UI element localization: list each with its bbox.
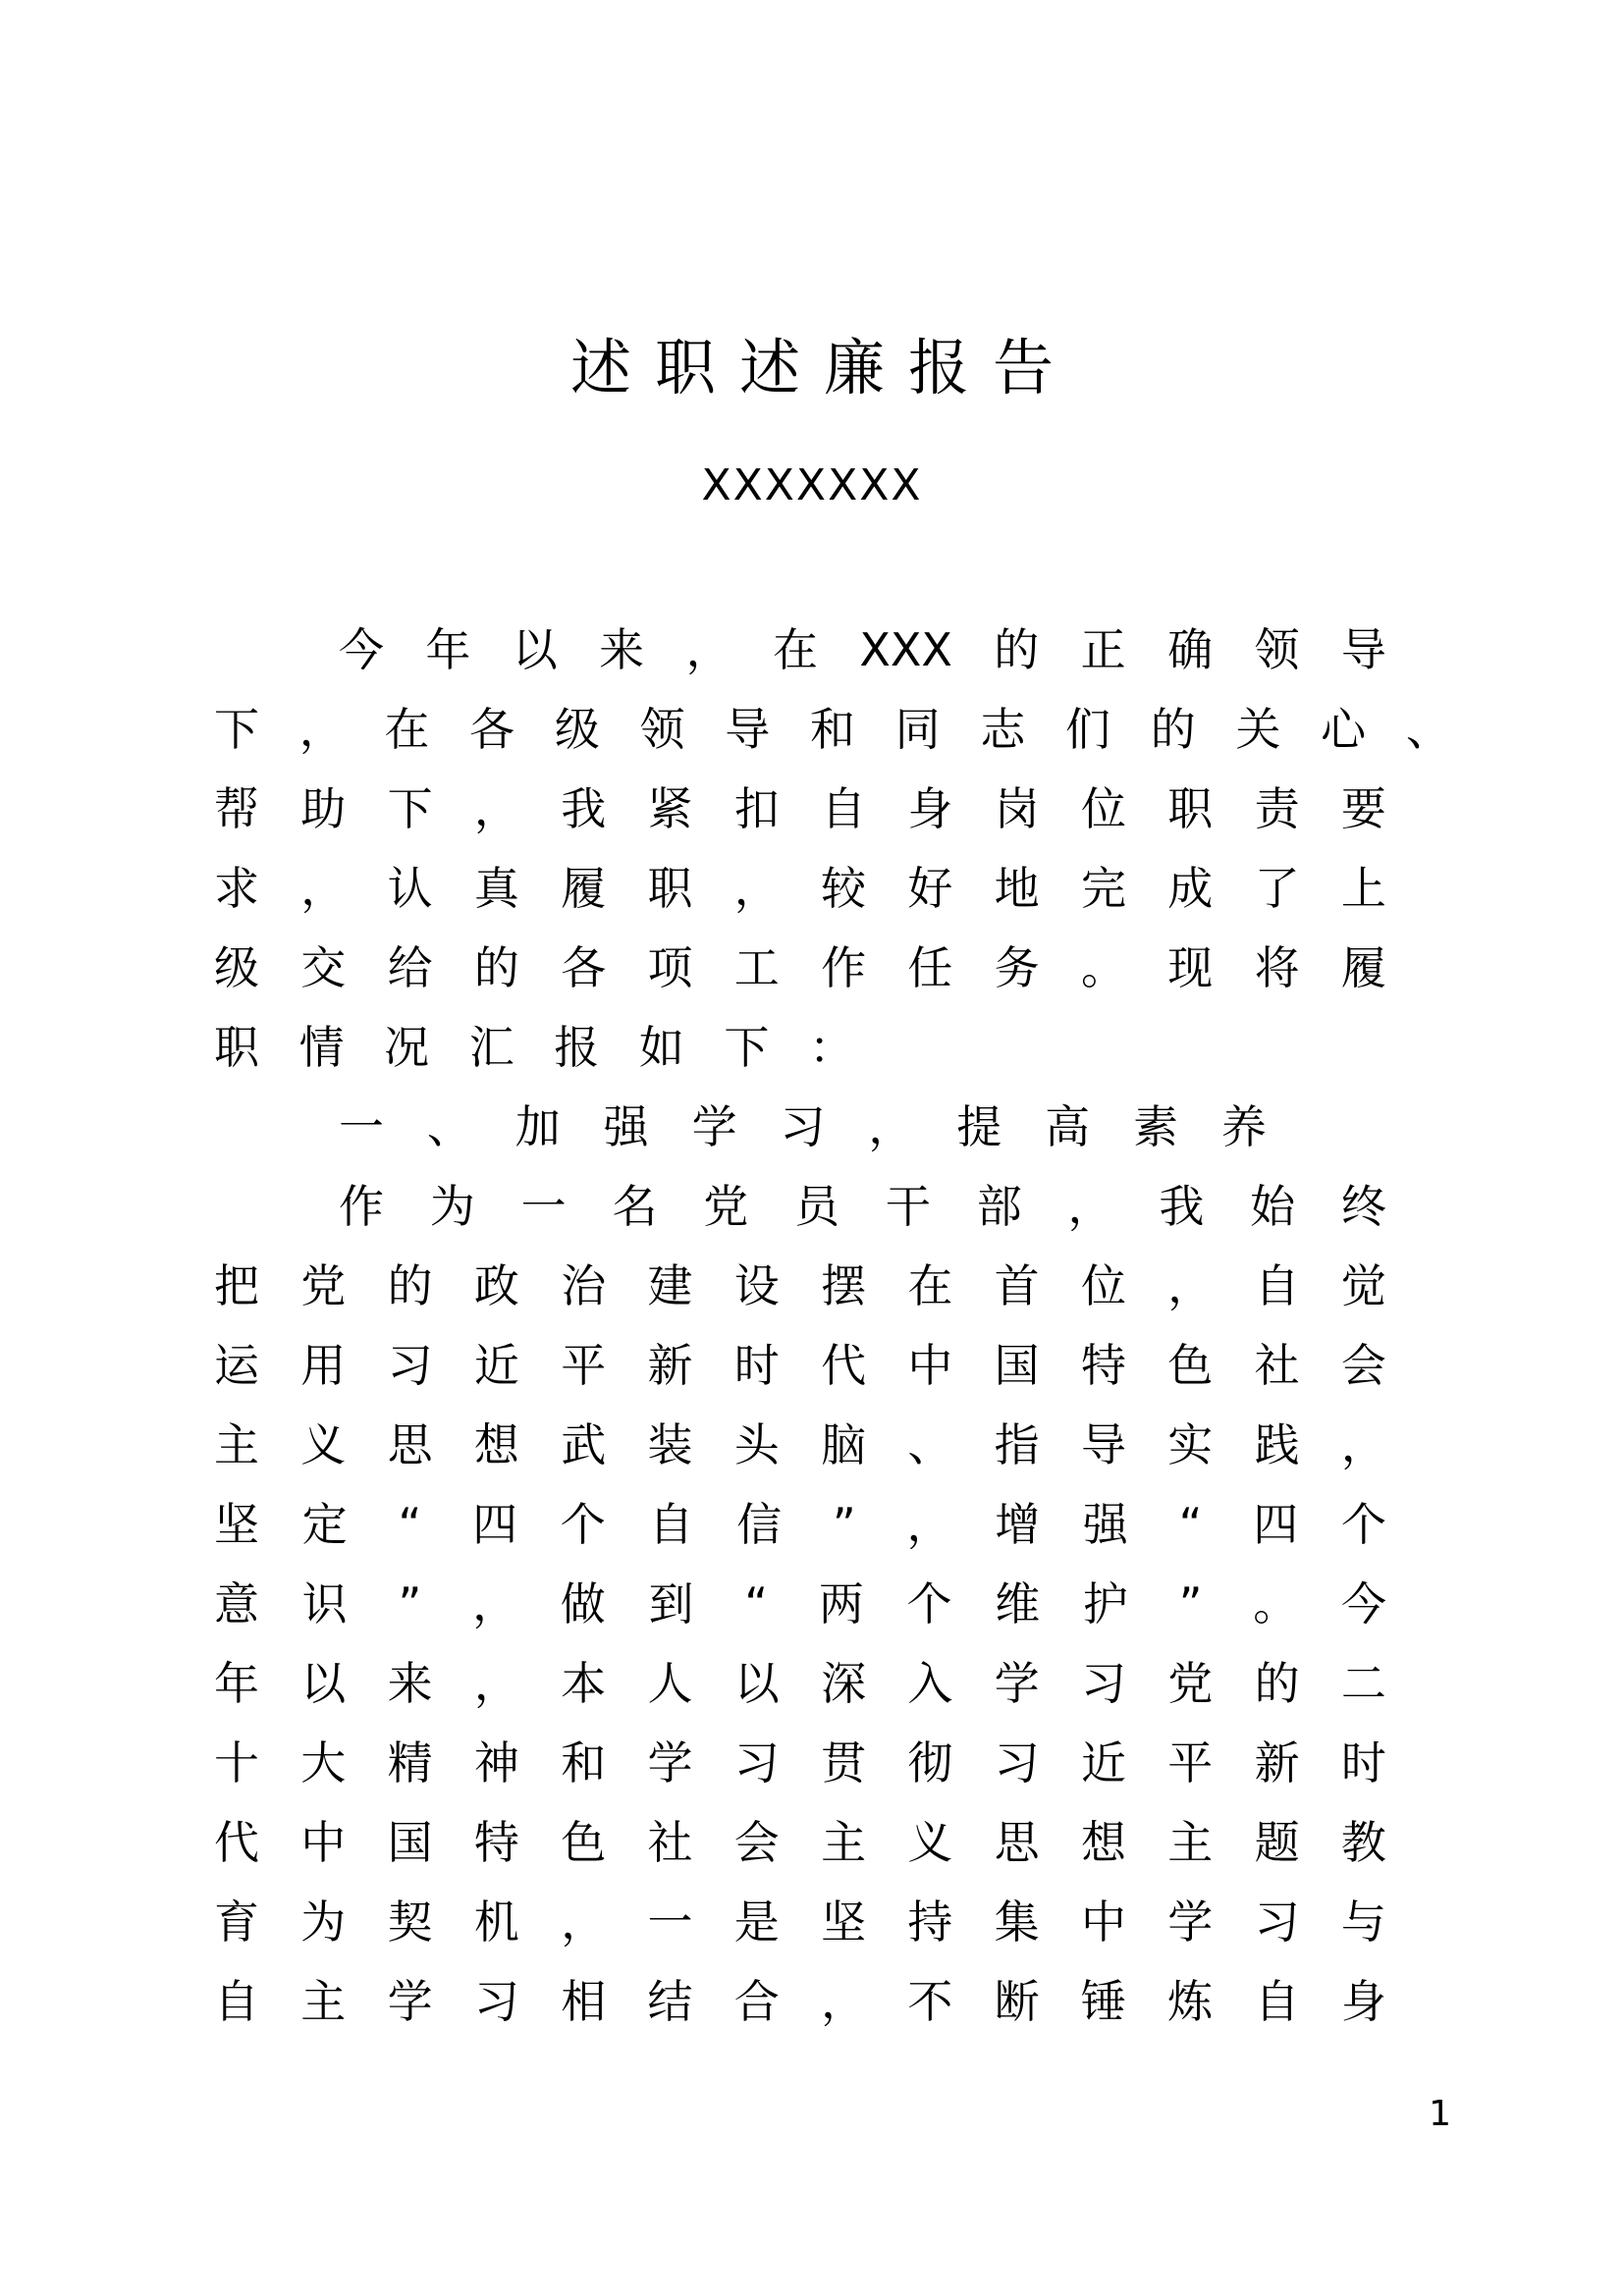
body-character: 任 <box>907 941 953 994</box>
body-character: 将 <box>1254 941 1300 994</box>
body-character: 级 <box>554 703 600 756</box>
body-character: 今 <box>1340 1577 1386 1630</box>
body-character: 上 <box>1340 862 1386 915</box>
body-character: 地 <box>994 862 1040 915</box>
body-character: 与 <box>1340 1896 1386 1949</box>
body-character: 断 <box>994 1975 1040 2028</box>
body-character: 职 <box>214 1021 259 1074</box>
body-character: 精 <box>387 1736 433 1789</box>
body-character: 觉 <box>1340 1259 1386 1312</box>
body-character: 持 <box>907 1896 953 1949</box>
body-line <box>339 1095 1267 1158</box>
body-character: 想 <box>1080 1816 1126 1869</box>
body-character: 领 <box>639 703 685 756</box>
body-character: ” <box>832 1498 856 1551</box>
body-character: 坚 <box>821 1896 867 1949</box>
body-character: 思 <box>387 1418 433 1471</box>
body-character: ， <box>821 1975 867 2028</box>
body-character: 结 <box>647 1975 693 2028</box>
body-character: 装 <box>647 1418 693 1471</box>
body-character: 近 <box>473 1339 519 1392</box>
body-character: 的 <box>994 623 1040 676</box>
body-character: 下 <box>724 1021 770 1074</box>
body-character: 神 <box>473 1736 519 1789</box>
body-character: 交 <box>300 941 347 994</box>
body-character: 作 <box>821 941 867 994</box>
body-character: 定 <box>301 1498 348 1551</box>
body-character: 社 <box>647 1816 693 1869</box>
body-line <box>214 936 1386 999</box>
body-character: 位 <box>1080 782 1126 835</box>
body-character: 炼 <box>1167 1975 1214 2028</box>
body-character: 况 <box>384 1021 430 1074</box>
body-character: 我 <box>1159 1180 1205 1233</box>
body-character: 贯 <box>821 1736 867 1789</box>
body-character: 履 <box>1340 941 1386 994</box>
body-character: 用 <box>300 1339 347 1392</box>
body-character: 摆 <box>821 1259 867 1312</box>
body-character: 色 <box>561 1816 607 1869</box>
body-character: 了 <box>1254 862 1300 915</box>
body-character: 身 <box>1340 1975 1386 2028</box>
body-character: 时 <box>1340 1736 1386 1789</box>
body-character: 级 <box>214 941 259 994</box>
body-character: 大 <box>300 1736 347 1789</box>
body-character: 本 <box>561 1657 607 1710</box>
body-line <box>214 1652 1386 1715</box>
body-character: 报 <box>554 1021 600 1074</box>
body-character: ， <box>733 862 780 915</box>
body-character: 四 <box>1253 1498 1299 1551</box>
body-character: 为 <box>429 1180 475 1233</box>
body-character: 汇 <box>468 1021 514 1074</box>
body-line <box>214 1573 1386 1635</box>
body-character: 锤 <box>1080 1975 1126 2028</box>
body-character: 扣 <box>733 782 780 835</box>
body-character: 。 <box>1080 941 1126 994</box>
body-character: “ <box>1178 1498 1203 1551</box>
body-character: 自 <box>648 1498 694 1551</box>
body-character: 国 <box>994 1339 1040 1392</box>
body-character: 特 <box>1080 1339 1126 1392</box>
body-character: 中 <box>300 1816 347 1869</box>
body-character: 社 <box>1254 1339 1300 1392</box>
body-character: 和 <box>809 703 855 756</box>
body-character: 把 <box>214 1259 259 1312</box>
body-character: 导 <box>725 703 771 756</box>
body-character: 心 <box>1321 703 1367 756</box>
body-character: 指 <box>994 1418 1040 1471</box>
document-author: XXXXXXX <box>701 460 923 510</box>
body-character: 机 <box>473 1896 519 1949</box>
body-character: 运 <box>214 1339 259 1392</box>
body-character: ， <box>1167 1259 1214 1312</box>
body-character: 会 <box>733 1816 780 1869</box>
body-character: “ <box>744 1577 769 1630</box>
body-character: 武 <box>561 1418 607 1471</box>
body-character: 自 <box>1254 1975 1300 2028</box>
body-character: 二 <box>1340 1657 1386 1710</box>
body-character: 特 <box>473 1816 519 1869</box>
body-character: 志 <box>980 703 1026 756</box>
body-character: 始 <box>1250 1180 1296 1233</box>
body-character: 思 <box>994 1816 1040 1869</box>
body-character: 主 <box>1167 1816 1214 1869</box>
body-character: 十 <box>214 1736 259 1789</box>
body-character: 部 <box>976 1180 1022 1233</box>
body-character: ” <box>1178 1577 1203 1630</box>
body-character: 以 <box>300 1657 347 1710</box>
body-line <box>214 1414 1386 1476</box>
body-character: 集 <box>994 1896 1040 1949</box>
body-character: 高 <box>1045 1100 1091 1153</box>
body-character: 意 <box>214 1577 259 1630</box>
body-character: 正 <box>1080 623 1126 676</box>
body-character: 习 <box>733 1736 780 1789</box>
body-line <box>214 1891 1386 1953</box>
body-character: 想 <box>473 1418 519 1471</box>
body-character: 会 <box>1340 1339 1386 1392</box>
body-character: 助 <box>300 782 347 835</box>
body-character: 确 <box>1167 623 1214 676</box>
body-character: 是 <box>733 1896 780 1949</box>
body-character: ， <box>473 782 519 835</box>
body-character: 信 <box>736 1498 783 1551</box>
body-character: ， <box>685 623 731 676</box>
document-title: 述职述廉报告 <box>569 332 1077 403</box>
body-character: 首 <box>994 1259 1040 1312</box>
body-character: 设 <box>733 1259 780 1312</box>
body-character: 习 <box>1080 1657 1126 1710</box>
body-character: 合 <box>733 1975 780 2028</box>
body-character: 项 <box>647 941 693 994</box>
body-line <box>214 1970 1386 2033</box>
body-character: 们 <box>1065 703 1111 756</box>
body-character: 一 <box>647 1896 693 1949</box>
body-character: 在 <box>384 703 430 756</box>
body-character: 以 <box>733 1657 780 1710</box>
body-character: 个 <box>906 1577 952 1630</box>
body-character: 新 <box>1254 1736 1300 1789</box>
body-character: 习 <box>780 1100 826 1153</box>
body-character: 好 <box>907 862 953 915</box>
body-character: 学 <box>647 1736 693 1789</box>
body-character: 维 <box>995 1577 1041 1630</box>
body-character: 增 <box>995 1498 1041 1551</box>
body-character: ， <box>561 1896 607 1949</box>
body-character: 员 <box>794 1180 840 1233</box>
body-character: ” <box>398 1577 422 1630</box>
body-character: ， <box>298 703 345 756</box>
body-character: 来 <box>387 1657 433 1710</box>
body-character: 识 <box>301 1577 348 1630</box>
body-line <box>214 857 1386 920</box>
body-character: 为 <box>300 1896 347 1949</box>
body-character: 个 <box>1340 1498 1386 1551</box>
body-character: 实 <box>1167 1418 1214 1471</box>
body-character: 契 <box>387 1896 433 1949</box>
body-character: XXX <box>859 623 952 676</box>
body-character: 提 <box>956 1100 1002 1153</box>
body-character: 、 <box>426 1100 472 1153</box>
body-character: 名 <box>612 1180 658 1233</box>
body-line <box>214 1493 1386 1556</box>
body-character: 求 <box>214 862 259 915</box>
body-character: 一 <box>339 1100 384 1153</box>
body-character: 义 <box>907 1816 953 1869</box>
body-character: 自 <box>214 1975 259 2028</box>
body-character: 义 <box>300 1418 347 1471</box>
body-character: 护 <box>1082 1577 1128 1630</box>
body-character: 职 <box>647 862 693 915</box>
body-character: 我 <box>561 782 607 835</box>
body-character: 平 <box>1167 1736 1214 1789</box>
body-character: 坚 <box>214 1498 259 1551</box>
body-character: 不 <box>907 1975 953 2028</box>
body-character: 、 <box>907 1418 953 1471</box>
body-character: 的 <box>473 941 519 994</box>
body-character: 习 <box>473 1975 519 2028</box>
body-character: 人 <box>647 1657 693 1710</box>
body-character: 头 <box>733 1418 780 1471</box>
body-character: 习 <box>1254 1896 1300 1949</box>
body-character: 身 <box>907 782 953 835</box>
body-character: ， <box>473 1657 519 1710</box>
body-character: 作 <box>339 1180 384 1233</box>
body-character: 深 <box>821 1657 867 1710</box>
body-character: 主 <box>300 1975 347 2028</box>
body-character: 年 <box>214 1657 259 1710</box>
body-character: 题 <box>1254 1816 1300 1869</box>
body-character: 终 <box>1340 1180 1386 1233</box>
body-character: 强 <box>1082 1498 1128 1551</box>
body-character: 的 <box>387 1259 433 1312</box>
body-character: 职 <box>1167 782 1214 835</box>
body-character: 责 <box>1254 782 1300 835</box>
body-character: 到 <box>648 1577 694 1630</box>
body-character: 干 <box>885 1180 931 1233</box>
body-character: 建 <box>647 1259 693 1312</box>
body-character: 养 <box>1220 1100 1267 1153</box>
body-character: 。 <box>1253 1577 1299 1630</box>
body-character: 完 <box>1080 862 1126 915</box>
body-character: 务 <box>994 941 1040 994</box>
body-character: 紧 <box>647 782 693 835</box>
body-character: 践 <box>1254 1418 1300 1471</box>
body-character: ， <box>906 1498 952 1551</box>
body-character: ， <box>472 1577 518 1630</box>
body-character: 导 <box>1080 1418 1126 1471</box>
body-character: 位 <box>1080 1259 1126 1312</box>
body-character: ： <box>808 1021 854 1074</box>
body-character: 认 <box>387 862 433 915</box>
body-character: 党 <box>1167 1657 1214 1710</box>
body-character: 素 <box>1133 1100 1179 1153</box>
body-character: 自 <box>821 782 867 835</box>
body-character: 今 <box>339 623 384 676</box>
body-character: 年 <box>425 623 471 676</box>
body-line <box>339 1175 1386 1238</box>
body-character: 自 <box>1254 1259 1300 1312</box>
body-character: 党 <box>300 1259 347 1312</box>
body-character: 各 <box>561 941 607 994</box>
body-character: “ <box>398 1498 422 1551</box>
body-character: 平 <box>561 1339 607 1392</box>
body-character: 相 <box>561 1975 607 2028</box>
body-character: 脑 <box>821 1418 867 1471</box>
body-character: 成 <box>1167 862 1214 915</box>
body-character: 中 <box>1080 1896 1126 1949</box>
body-character: 的 <box>1254 1657 1300 1710</box>
body-line <box>214 698 1451 761</box>
body-character: 习 <box>387 1339 433 1392</box>
body-character: 个 <box>560 1498 606 1551</box>
body-character: 同 <box>894 703 941 756</box>
body-line <box>214 1016 854 1079</box>
body-character: 领 <box>1254 623 1300 676</box>
body-character: ， <box>1340 1418 1386 1471</box>
body-line <box>214 1255 1386 1317</box>
body-character: 两 <box>818 1577 864 1630</box>
body-character: 在 <box>907 1259 953 1312</box>
body-character: 习 <box>994 1736 1040 1789</box>
body-character: 代 <box>214 1816 259 1869</box>
body-character: 国 <box>387 1816 433 1869</box>
body-character: 治 <box>561 1259 607 1312</box>
body-character: 学 <box>1167 1896 1214 1949</box>
body-line <box>214 1334 1386 1397</box>
body-character: ， <box>1067 1180 1113 1233</box>
body-character: 在 <box>772 623 818 676</box>
body-character: 和 <box>561 1736 607 1789</box>
body-character: 导 <box>1340 623 1386 676</box>
body-character: 、 <box>1405 703 1451 756</box>
body-line <box>214 1732 1386 1794</box>
body-character: 彻 <box>907 1736 953 1789</box>
body-character: 较 <box>821 862 867 915</box>
body-character: 下 <box>387 782 433 835</box>
body-character: 强 <box>603 1100 649 1153</box>
body-character: 学 <box>387 1975 433 2028</box>
body-character: 做 <box>560 1577 606 1630</box>
body-character: 入 <box>907 1657 953 1710</box>
body-character: 近 <box>1080 1736 1126 1789</box>
body-character: 中 <box>907 1339 953 1392</box>
page-number: 1 <box>1429 2094 1451 2134</box>
body-character: 如 <box>638 1021 684 1074</box>
body-character: 来 <box>599 623 645 676</box>
body-character: 教 <box>1340 1816 1386 1869</box>
body-character: 工 <box>733 941 780 994</box>
body-character: 政 <box>473 1259 519 1312</box>
body-character: 帮 <box>214 782 259 835</box>
body-character: 履 <box>561 862 607 915</box>
body-character: 学 <box>691 1100 737 1153</box>
body-character: 岗 <box>994 782 1040 835</box>
body-character: 下 <box>214 703 259 756</box>
body-character: 党 <box>703 1180 749 1233</box>
body-character: 的 <box>1150 703 1196 756</box>
body-character: 一 <box>520 1180 567 1233</box>
body-character: 主 <box>821 1816 867 1869</box>
body-character: 主 <box>214 1418 259 1471</box>
body-character: 色 <box>1167 1339 1214 1392</box>
body-character: 代 <box>821 1339 867 1392</box>
body-character: 给 <box>387 941 433 994</box>
body-character: 育 <box>214 1896 259 1949</box>
body-character: ， <box>300 862 347 915</box>
body-character: 以 <box>512 623 558 676</box>
body-character: 真 <box>473 862 519 915</box>
body-character: 要 <box>1340 782 1386 835</box>
body-character: 加 <box>514 1100 561 1153</box>
body-character: 现 <box>1167 941 1214 994</box>
body-character: 学 <box>994 1657 1040 1710</box>
body-character: ， <box>868 1100 914 1153</box>
body-character: 时 <box>733 1339 780 1392</box>
body-line <box>214 777 1386 840</box>
body-character: 四 <box>472 1498 518 1551</box>
body-character: 情 <box>298 1021 345 1074</box>
body-character: 关 <box>1235 703 1281 756</box>
body-character: 新 <box>647 1339 693 1392</box>
body-line <box>214 1811 1386 1874</box>
body-line <box>339 618 1386 681</box>
body-character: 各 <box>469 703 515 756</box>
